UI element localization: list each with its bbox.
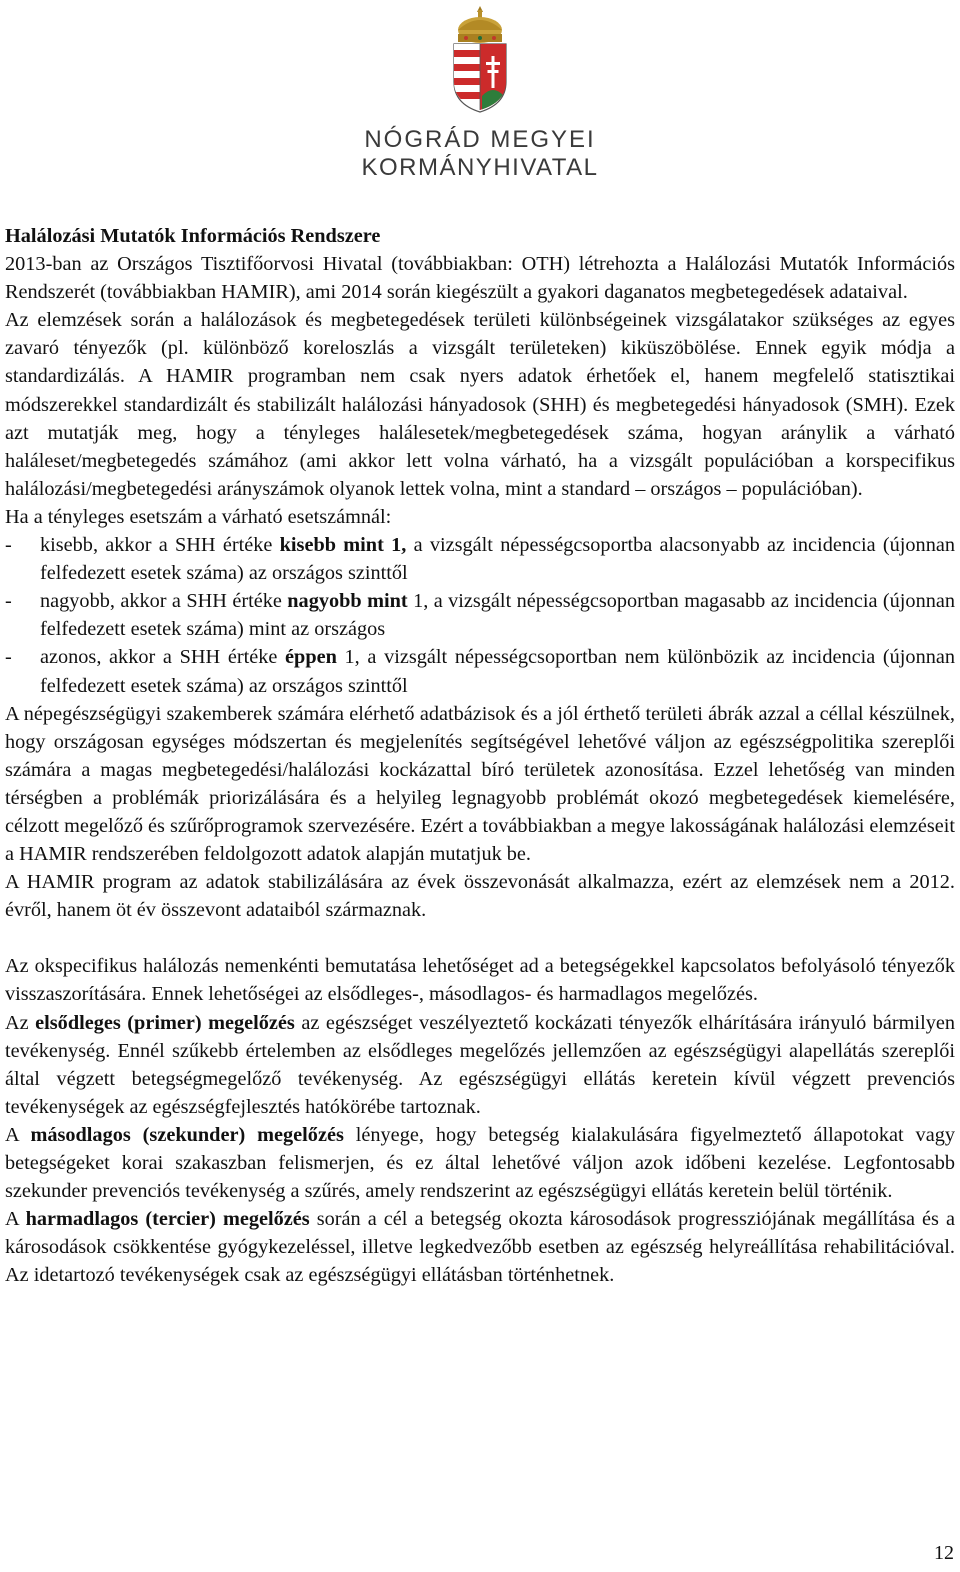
page-number: 12	[934, 1542, 954, 1564]
paragraph-text: során a cél a betegség okozta károsodások progressziójának megállítása és a károsodások csökkentése gyógykezeléssel, illetve legkedvezőbb esetben az egészség helyreállítása rehabilitációval. Az idetartozó tevékenységek csak az egészségügyi ellátásban történhetnek.	[5, 1208, 955, 1287]
primary-prevention-term: elsődleges (primer) megelőzés	[35, 1011, 295, 1034]
paragraph-intro: 2013-ban az Országos Tisztifőorvosi Hivatal (továbbiakban: OTH) létrehozta a Halálozási Mutatók Információs Rendszerét (továbbiakban HAMIR), ami 2014 során kiegészült a gyakori daganatos megbetegedések adataival.	[5, 253, 955, 304]
document-body	[5, 222, 955, 1289]
paragraph-prevention-intro: Az okspecifikus halálozás nemenkénti bemutatása lehetőséget ad a betegségekkel kapcsolatos befolyásoló tényezők visszaszorítására. Ennek lehetőségei az elsődleges-, másodlagos- és harmadlagos megelőzés.	[5, 955, 955, 1006]
tertiary-prevention-term: harmadlagos (tercier) megelőzés	[25, 1208, 310, 1231]
paragraph-text: Az	[5, 1011, 36, 1034]
list-item	[5, 643, 955, 699]
organization-name-line2: KORMÁNYHIVATAL	[361, 154, 599, 181]
paragraph-hamir-method: A HAMIR program az adatok stabilizálására az évek összevonását alkalmazza, ezért az elemzések nem a 2012. évről, hanem öt év összevont adataiból származnak.	[5, 871, 955, 922]
page-header	[0, 0, 960, 200]
list-item-emphasis: éppen	[285, 646, 337, 669]
paragraph-text: A	[5, 1123, 31, 1146]
paragraph-list-intro: Ha a tényleges esetszám a várható esetszámnál:	[5, 505, 392, 528]
paragraph-secondary-prevention	[5, 1121, 955, 1205]
list-item	[5, 587, 955, 643]
paragraph-tertiary-prevention	[5, 1205, 955, 1289]
paragraph-spacer	[5, 924, 955, 952]
list-dash: -	[5, 590, 12, 613]
section-title: Halálozási Mutatók Információs Rendszere	[5, 225, 381, 247]
paragraph-text: az egészséget veszélyeztető kockázati tényezők elhárítására irányuló bármilyen tevékenység. Ennél szűkebb értelemben az elsődleges megelőzés jellemzően az egészségügyi alapellátás szereplői által végzett betegségmegelőző tevékenység. Az egészségügyi ellátás keretein kívül végzett prevenciós tevékenységek az egészségfejlesztés hatókörébe tartoznak.	[5, 1011, 955, 1118]
paragraph-text: lényege, hogy betegség kialakulására figyelmeztető állapotokat vagy betegségeket korai szakaszban felismerjen, és ez által lehetővé váljon azok időbeni kezelése. Legfontosabb szekunder prevenciós tevékenység a szűrés, amely rendszerint az egészségügyi ellátás keretein belül történik.	[5, 1123, 955, 1203]
paragraph-primary-prevention	[5, 1009, 955, 1121]
paragraph-public-health: A népegészségügyi szakemberek számára elérhető adatbázisok és a jól érthető területi ábrák azzal a céllal készülnek, hogy országosan egységes módszertan és megjelenítés segítségével lehetővé váljon az egészségpolitika szereplői számára a magas megbetegedési/halálozási kockázattal bíró területek azonosítása. Ezzel lehetőség van minden térségben a problémák priorizálására és a helyileg legnagyobb problémát okozó megbetegedések kiemelésére, célzott megelőző és szűrőprogramok szervezésére. Ezért a továbbiakban a megye lakosságának halálozási elemzéseit a HAMIR rendszerében feldolgozott adatok alapján mutatjuk be.	[5, 702, 955, 866]
list-item-text: 1, a vizsgált népességcsoportban nem különbözik az incidencia (újonnan felfedezett esetek száma) az országos szinttől	[40, 646, 956, 697]
list-item-text: a vizsgált népességcsoportba alacsonyabb az incidencia (újonnan felfedezett esetek száma) az országos szinttől	[40, 534, 955, 585]
hungarian-coat-of-arms-logo	[446, 4, 514, 116]
list-item-text: kisebb, akkor a SHH értéke	[40, 534, 280, 557]
list-item	[5, 531, 955, 587]
paragraph-text: A	[5, 1208, 26, 1231]
list-item-text: azonos, akkor a SHH értéke	[40, 646, 286, 669]
list-item-emphasis: nagyobb mint	[287, 590, 408, 613]
paragraph-standardization: Az elemzések során a halálozások és megbetegedések területi különbségeinek vizsgálatakor szükséges az egyes zavaró tényezők (pl. különböző koreloszlás a vizsgált területeken) kiküszöbölése. Ennek egyik módja a standardizálás. A HAMIR programban nem csak nyers adatok érhetőek el, hanem megfelelő statisztikai módszerekkel standardizált és stabilizált halálozási hányadosok (SHH) és megbetegedési hányadosok (SMH). Ezek azt mutatják meg, hogy a tényleges halálesetek/megbetegedések száma, hogyan aránylik a várható haláleset/megbetegedés számához (ami akkor lett volna várható, ha a vizsgált populációban a korspecifikus halálozási/megbetegedési arányszámok olyanok lettek volna, mint a standard – országos – populációban).	[5, 309, 955, 500]
list-item-text: nagyobb, akkor a SHH értéke	[40, 590, 288, 613]
list-item-emphasis: kisebb mint 1,	[279, 534, 407, 557]
list-item-text: 1, a vizsgált népességcsoportban magasabb az incidencia (újonnan felfedezett esetek száma) mint az országos	[40, 590, 955, 641]
organization-name-line1: NÓGRÁD MEGYEI	[364, 126, 596, 153]
secondary-prevention-term: másodlagos (szekunder) megelőzés	[30, 1123, 344, 1146]
list-dash: -	[5, 646, 12, 669]
list-dash: -	[5, 534, 12, 557]
